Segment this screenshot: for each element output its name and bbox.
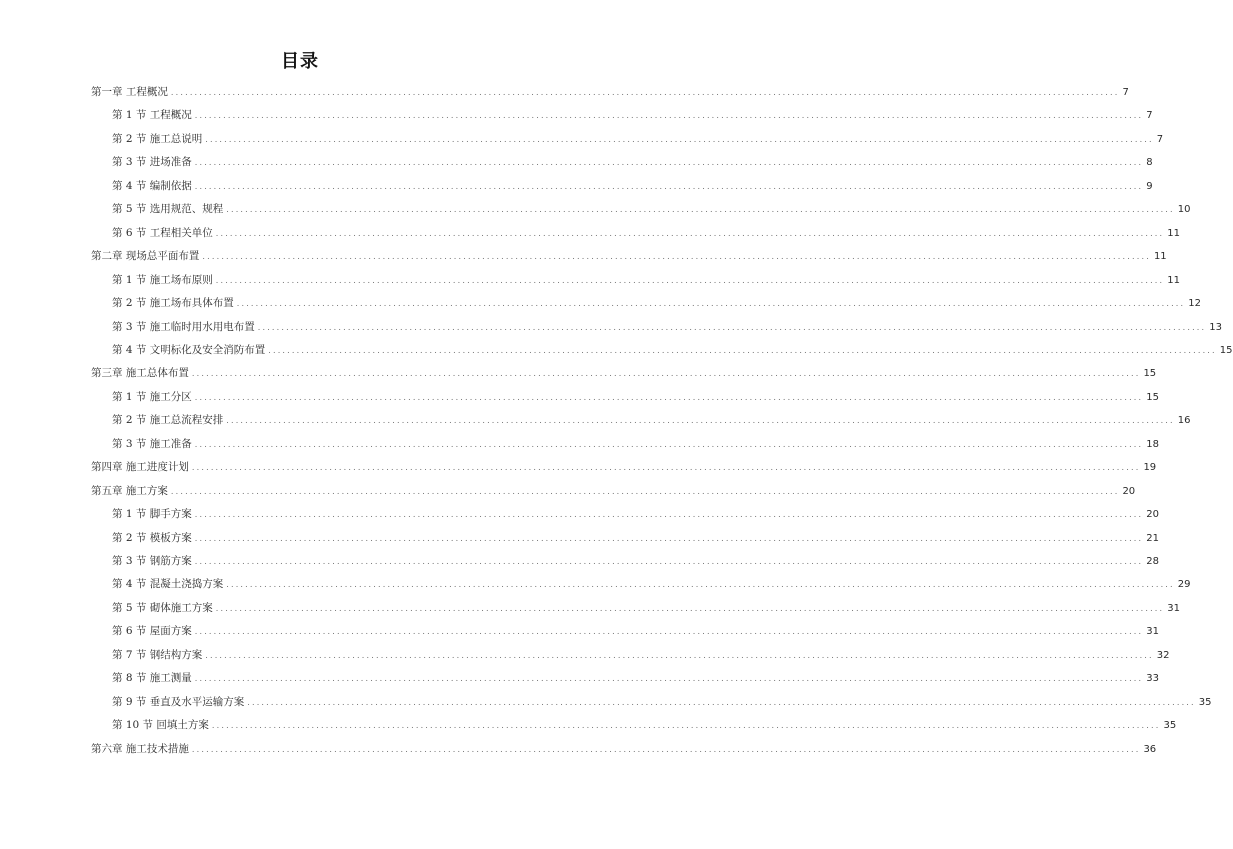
toc-section-entry[interactable] [112, 411, 1191, 429]
toc-entry-page-number: 33 [1146, 673, 1160, 685]
toc-entry-label: 第 5 节 选用规范、规程 [112, 203, 224, 216]
toc-section-entry[interactable] [112, 106, 1153, 124]
toc-entry-label: 第 6 节 屋面方案 [112, 625, 192, 638]
toc-entry-page-number: 19 [1143, 462, 1157, 474]
dot-leader: ........................................................................................................................................................................................................ [194, 533, 1144, 543]
toc-section-entry[interactable] [112, 575, 1191, 593]
toc-chapter-entry[interactable] [91, 458, 1157, 476]
toc-entry-label: 第 9 节 垂直及水平运输方案 [112, 695, 245, 708]
toc-entry-label: 第二章 现场总平面布置 [91, 250, 200, 263]
toc-section-entry[interactable] [112, 318, 1223, 336]
toc-entry-page-number: 11 [1167, 274, 1181, 286]
toc-chapter-entry[interactable] [91, 247, 1167, 265]
toc-entry-page-number: 15 [1143, 368, 1157, 380]
toc-entry-label: 第 8 节 施工测量 [112, 672, 192, 685]
toc-entry-page-number: 28 [1146, 556, 1160, 567]
toc-section-entry[interactable] [112, 693, 1212, 711]
toc-section-entry[interactable] [112, 552, 1160, 570]
toc-section-entry[interactable] [112, 153, 1153, 171]
dot-leader: ........................................................................................................................................................................................................ [226, 205, 1175, 215]
dot-leader: ........................................................................................................................................................................................................ [194, 510, 1144, 520]
dot-leader: ........................................................................................................................................................................................................ [170, 486, 1120, 496]
dot-leader: ........................................................................................................................................................................................................ [236, 299, 1186, 309]
dot-leader: ........................................................................................................................................................................................................ [215, 275, 1165, 285]
toc-section-entry[interactable] [112, 435, 1160, 453]
toc-section-entry[interactable] [112, 224, 1181, 242]
toc-entry-page-number: 21 [1146, 532, 1160, 544]
toc-entry-label: 第 2 节 模板方案 [112, 531, 192, 544]
toc-entry-page-number: 31 [1167, 602, 1181, 614]
toc-entry-page-number: 31 [1146, 626, 1160, 638]
toc-entry-page-number: 36 [1143, 743, 1157, 755]
dot-leader: ........................................................................................................................................................................................................ [211, 721, 1161, 731]
toc-section-entry[interactable] [112, 200, 1191, 218]
toc-section-entry[interactable] [112, 130, 1164, 148]
toc-entry-page-number: 11 [1167, 227, 1181, 239]
toc-entry-page-number: 12 [1188, 298, 1202, 310]
toc-entry-label: 第五章 施工方案 [91, 484, 168, 497]
toc-entry-label: 第 3 节 钢筋方案 [112, 555, 192, 567]
dot-leader: ........................................................................................................................................................................................................ [194, 674, 1144, 684]
dot-leader: ........................................................................................................................................................................................................ [194, 111, 1144, 121]
toc-section-entry[interactable] [112, 505, 1160, 523]
dot-leader: ........................................................................................................................................................................................................ [215, 603, 1165, 613]
toc-chapter-entry[interactable] [91, 740, 1157, 758]
dot-leader: ........................................................................................................................................................................................................ [247, 697, 1196, 707]
dot-leader: ........................................................................................................................................................................................................ [202, 252, 1151, 262]
toc-section-entry[interactable] [112, 294, 1202, 312]
toc-section-entry[interactable] [112, 177, 1153, 195]
toc-entry-page-number: 35 [1198, 696, 1212, 708]
toc-section-entry[interactable] [112, 622, 1160, 640]
dot-leader: ........................................................................................................................................................................................................ [191, 369, 1141, 379]
toc-entry-page-number: 18 [1146, 438, 1160, 450]
dot-leader: ........................................................................................................................................................................................................ [194, 181, 1144, 191]
toc-entry-page-number: 35 [1163, 720, 1177, 732]
dot-leader: ........................................................................................................................................................................................................ [226, 580, 1175, 590]
toc-entry-page-number: 7 [1156, 133, 1164, 145]
toc-entry-label: 第 4 节 混凝土浇捣方案 [112, 578, 224, 591]
toc-section-entry[interactable] [112, 341, 1233, 359]
dot-leader: ........................................................................................................................................................................................................ [194, 158, 1144, 168]
toc-entry-label: 第 2 节 施工场布具体布置 [112, 297, 234, 310]
toc-entry-page-number: 15 [1146, 391, 1160, 403]
dot-leader: ........................................................................................................................................................................................................ [194, 392, 1144, 402]
toc-entry-label: 第 2 节 施工总流程安排 [112, 414, 224, 427]
dot-leader: ........................................................................................................................................................................................................ [170, 88, 1120, 97]
toc-entry-label: 第三章 施工总体布置 [91, 367, 189, 380]
dot-leader: ........................................................................................................................................................................................................ [205, 134, 1154, 144]
dot-leader: ........................................................................................................................................................................................................ [268, 345, 1217, 355]
toc-entry-label: 第六章 施工技术措施 [91, 742, 189, 755]
dot-leader: ........................................................................................................................................................................................................ [226, 416, 1175, 426]
toc-entry-label: 第 1 节 施工场布原则 [112, 273, 213, 286]
dot-leader: ........................................................................................................................................................................................................ [205, 650, 1154, 660]
toc-entry-label: 第 1 节 脚手方案 [112, 508, 192, 521]
toc-entry-label: 第 5 节 砌体施工方案 [112, 601, 213, 614]
toc-entry-page-number: 7 [1122, 87, 1129, 98]
toc-chapter-entry[interactable] [91, 83, 1129, 101]
toc-entry-label: 第 2 节 施工总说明 [112, 132, 203, 145]
toc-section-entry[interactable] [112, 599, 1181, 617]
toc-entry-page-number: 11 [1153, 251, 1167, 263]
toc-entry-label: 第 4 节 编制依据 [112, 179, 192, 192]
toc-entry-page-number: 20 [1122, 485, 1136, 497]
dot-leader: ........................................................................................................................................................................................................ [194, 627, 1144, 637]
toc-entry-page-number: 32 [1156, 649, 1170, 661]
toc-section-entry[interactable] [112, 669, 1160, 687]
toc-entry-page-number: 29 [1177, 579, 1191, 591]
toc-entry-label: 第 3 节 施工临时用水用电布置 [112, 320, 255, 333]
toc-entry-page-number: 15 [1219, 344, 1233, 356]
toc-entry-page-number: 16 [1177, 415, 1191, 427]
toc-entry-label: 第 10 节 回填土方案 [112, 719, 209, 732]
dot-leader: ........................................................................................................................................................................................................ [257, 322, 1207, 332]
toc-entry-label: 第 3 节 进场准备 [112, 156, 192, 169]
toc-title: 目录 [281, 51, 319, 72]
toc-section-entry[interactable] [112, 716, 1177, 734]
toc-entry-page-number: 8 [1146, 157, 1153, 169]
toc-entry-label: 第 7 节 钢结构方案 [112, 648, 203, 661]
toc-entry-page-number: 9 [1146, 180, 1153, 192]
toc-section-entry[interactable] [112, 271, 1181, 289]
dot-leader: ........................................................................................................................................................................................................ [194, 557, 1144, 566]
dot-leader: ........................................................................................................................................................................................................ [194, 439, 1144, 449]
toc-entry-label: 第 6 节 工程相关单位 [112, 226, 213, 239]
toc-section-entry[interactable] [112, 646, 1170, 664]
toc-section-entry[interactable] [112, 529, 1160, 547]
dot-leader: ........................................................................................................................................................................................................ [191, 463, 1141, 473]
dot-leader: ........................................................................................................................................................................................................ [215, 228, 1165, 238]
toc-entry-label: 第 1 节 施工分区 [112, 390, 192, 403]
toc-entry-label: 第 3 节 施工准备 [112, 437, 192, 450]
toc-entry-page-number: 13 [1209, 321, 1223, 333]
toc-entry-page-number: 20 [1146, 509, 1160, 521]
toc-chapter-entry[interactable] [91, 364, 1157, 382]
toc-entry-page-number: 10 [1177, 204, 1191, 216]
dot-leader: ........................................................................................................................................................................................................ [191, 744, 1141, 754]
toc-section-entry[interactable] [112, 388, 1160, 406]
toc-entry-label: 第一章 工程概况 [91, 86, 168, 98]
toc-entry-label: 第四章 施工进度计划 [91, 461, 189, 474]
toc-entry-label: 第 4 节 文明标化及安全消防布置 [112, 343, 266, 356]
toc-entry-label: 第 1 节 工程概况 [112, 109, 192, 122]
toc-entry-page-number: 7 [1146, 110, 1153, 122]
toc-chapter-entry[interactable] [91, 482, 1136, 500]
